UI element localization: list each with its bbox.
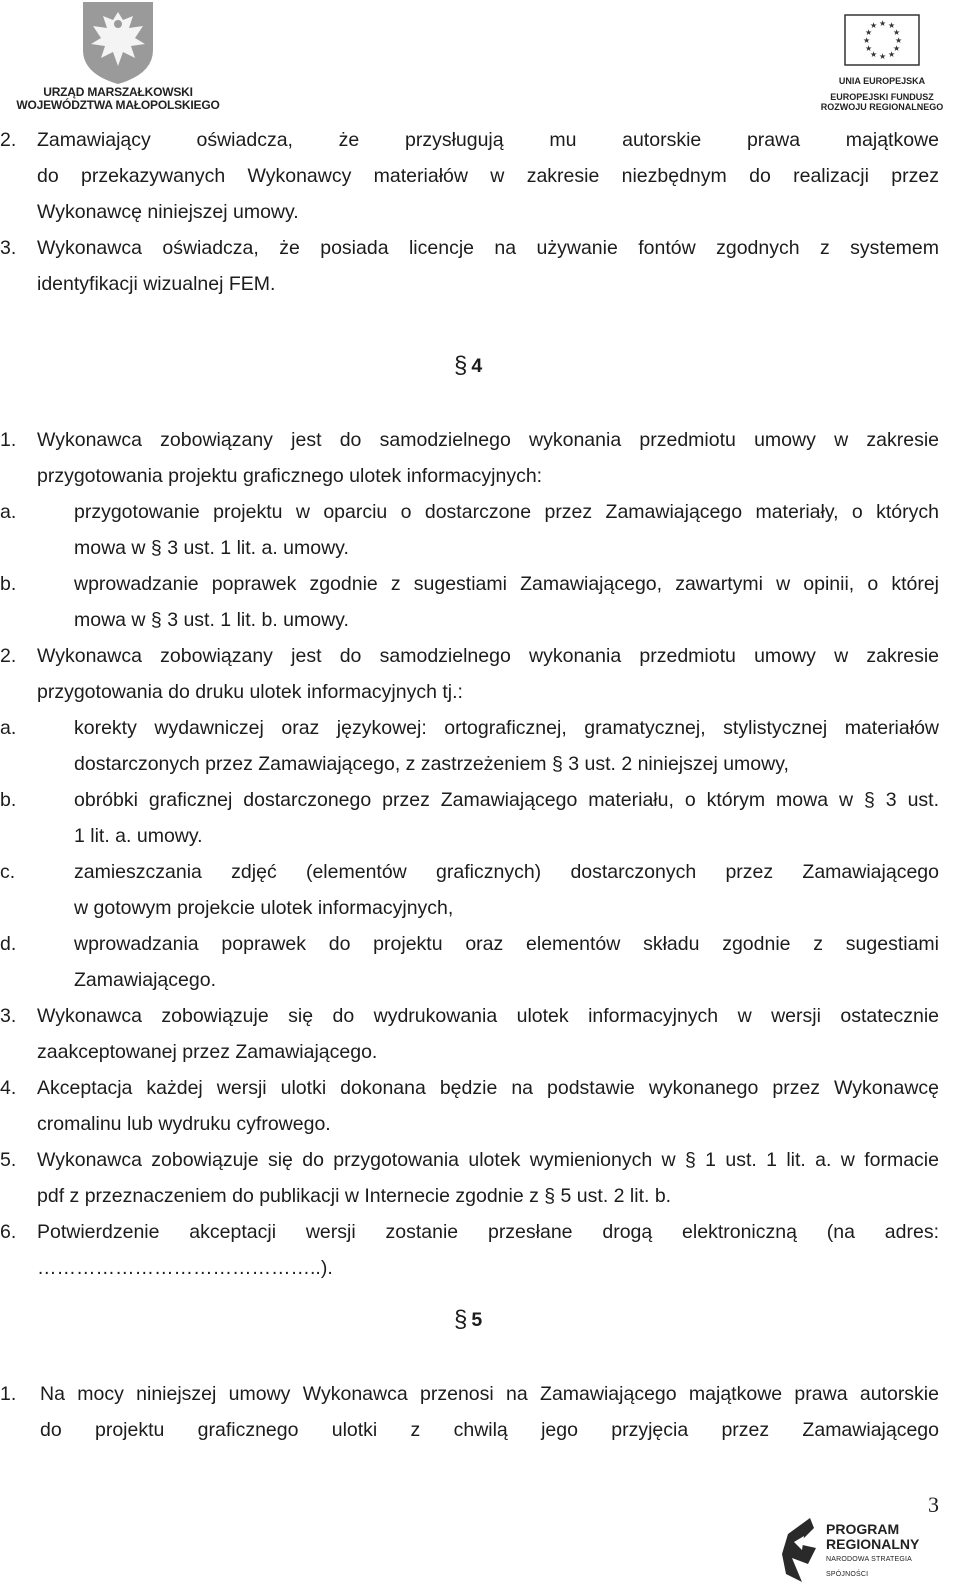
section-sign: §	[454, 1306, 468, 1333]
item-number: 3.	[0, 237, 17, 259]
item-number: 5.	[0, 1149, 17, 1171]
section-number: 5	[471, 1309, 483, 1331]
paragraph-line: wprowadzanie poprawek zgodnie z sugestiami Zamawiającego, zawartymi w opinii, o której	[74, 573, 939, 595]
page-number: 3	[928, 1492, 939, 1517]
paragraph-line: ……………………………………..).	[37, 1257, 333, 1279]
paragraph-line: do przekazywanych Wykonawcy materiałów w zakresie niezbędnym do realizacji przez	[37, 165, 939, 187]
svg-text:★: ★	[888, 21, 896, 30]
svg-text:★: ★	[893, 44, 901, 53]
paragraph-line: Wykonawca zobowiązany jest do samodzielnego wykonania przedmiotu umowy w zakresie	[37, 429, 939, 451]
paragraph-line: przygotowania projektu graficznego ulotek informacyjnych:	[37, 465, 543, 487]
paragraph-line: Zamawiającego.	[74, 969, 216, 991]
svg-text:★: ★	[870, 21, 878, 30]
paragraph-line: Wykonawca zobowiązany jest do samodzielnego wykonania przedmiotu umowy w zakresie	[37, 645, 939, 667]
paragraph-line: do projektu graficznego ulotki z chwilą jego przyjęcia przez Zamawiającego	[40, 1419, 939, 1441]
svg-text:★: ★	[888, 50, 896, 59]
subitem-label: a.	[0, 717, 17, 739]
paragraph-line: Zamawiający oświadcza, że przysługują mu autorskie prawa majątkowe	[37, 129, 939, 151]
paragraph-line: mowa w § 3 ust. 1 lit. b. umowy.	[74, 609, 349, 631]
paragraph-line: przygotowania do druku ulotek informacyjnych tj.:	[37, 681, 463, 703]
regional-program-logo	[780, 1514, 950, 1590]
paragraph-line: Wykonawca zobowiązuje się do przygotowania ulotek wymienionych w § 1 ust. 1 lit. a. w formacie	[37, 1149, 939, 1171]
paragraph-line: Potwierdzenie akceptacji wersji zostanie przesłane drogą elektroniczną (na adres:	[37, 1221, 939, 1243]
item-number: 1.	[0, 1383, 17, 1405]
svg-text:★: ★	[870, 50, 878, 59]
paragraph-line: cromalinu lub wydruku cyfrowego.	[37, 1113, 331, 1135]
paragraph-line: wprowadzania poprawek do projektu oraz elementów składu zgodnie z sugestiami	[74, 933, 939, 955]
eu-flag-icon	[844, 14, 920, 66]
subitem-label: c.	[0, 861, 16, 883]
svg-text:★: ★	[895, 36, 903, 45]
svg-text:★: ★	[863, 36, 871, 45]
item-number: 1.	[0, 429, 17, 451]
eu-logo	[812, 14, 952, 112]
paragraph-line: dostarczonych przez Zamawiającego, z zastrzeżeniem § 3 ust. 2 niniejszej umowy,	[74, 753, 789, 775]
item-number: 2.	[0, 645, 17, 667]
item-number: 6.	[0, 1221, 17, 1243]
paragraph-line: Wykonawca zobowiązuje się do wydrukowania ulotek informacyjnych w wersji ostatecznie	[37, 1005, 939, 1027]
program-line-3: NARODOWA STRATEGIA SPÓJNOŚCI	[826, 1556, 912, 1578]
svg-text:★: ★	[879, 52, 887, 61]
subitem-label: b.	[0, 789, 17, 811]
program-text	[826, 1522, 950, 1582]
eagle-emblem-icon	[73, 0, 163, 86]
svg-text:★: ★	[865, 44, 873, 53]
svg-text:★: ★	[893, 28, 901, 37]
paragraph-line: pdf z przeznaczeniem do publikacji w Internecie zgodnie z § 5 ust. 2 lit. b.	[37, 1185, 672, 1207]
logo-caption-2: WOJEWÓDZTWA MAŁOPOLSKIEGO	[16, 98, 220, 112]
section-number: 4	[471, 355, 483, 377]
paragraph-line: Akceptacja każdej wersji ulotki dokonana będzie na podstawie wykonanego przez Wykonawcę	[37, 1077, 939, 1099]
section-sign: §	[454, 352, 468, 379]
eu-caption-3: ROZWOJU REGIONALNEGO	[820, 102, 944, 112]
item-number: 4.	[0, 1077, 17, 1099]
svg-text:★: ★	[865, 28, 873, 37]
paragraph-line: mowa w § 3 ust. 1 lit. a. umowy.	[74, 537, 349, 559]
item-number: 3.	[0, 1005, 17, 1027]
paragraph-line: Na mocy niniejszej umowy Wykonawca przenosi na Zamawiającego majątkowe prawa autorskie	[40, 1383, 939, 1405]
program-line-1: PROGRAM	[826, 1521, 900, 1537]
item-number: 2.	[0, 129, 17, 151]
regional-program-icon	[780, 1514, 820, 1586]
svg-text:★: ★	[879, 19, 887, 28]
subitem-label: d.	[0, 933, 17, 955]
section-heading	[454, 352, 482, 380]
section-heading	[454, 1306, 482, 1334]
paragraph-line: zaakceptowanej przez Zamawiającego.	[37, 1041, 378, 1063]
paragraph-line: Wykonawca oświadcza, że posiada licencje na używanie fontów zgodnych z systemem	[37, 237, 939, 259]
program-line-2: REGIONALNY	[826, 1536, 920, 1552]
eu-caption-2: EUROPEJSKI FUNDUSZ	[830, 92, 934, 102]
paragraph-line: identyfikacji wizualnej FEM.	[37, 273, 276, 295]
marshal-office-logo	[8, 0, 228, 120]
paragraph-line: zamieszczania zdjęć (elementów graficznych) dostarczonych przez Zamawiającego	[74, 861, 939, 883]
page-header	[0, 0, 960, 120]
paragraph-line: w gotowym projekcie ulotek informacyjnych,	[74, 897, 454, 919]
paragraph-line: obróbki graficznej dostarczonego przez Zamawiającego materiału, o którym mowa w § 3 ust.	[74, 789, 939, 811]
paragraph-line: korekty wydawniczej oraz językowej: ortograficznej, gramatycznej, stylistycznej materiałów	[74, 717, 939, 739]
subitem-label: a.	[0, 501, 17, 523]
subitem-label: b.	[0, 573, 17, 595]
logo-caption-1: URZĄD MARSZAŁKOWSKI	[43, 85, 193, 99]
paragraph-line: Wykonawcę niniejszej umowy.	[37, 201, 299, 223]
eu-caption-1: UNIA EUROPEJSKA	[838, 76, 926, 86]
paragraph-line: przygotowanie projektu w oparciu o dostarczone przez Zamawiającego materiały, o których	[74, 501, 939, 523]
paragraph-line: 1 lit. a. umowy.	[74, 825, 203, 847]
